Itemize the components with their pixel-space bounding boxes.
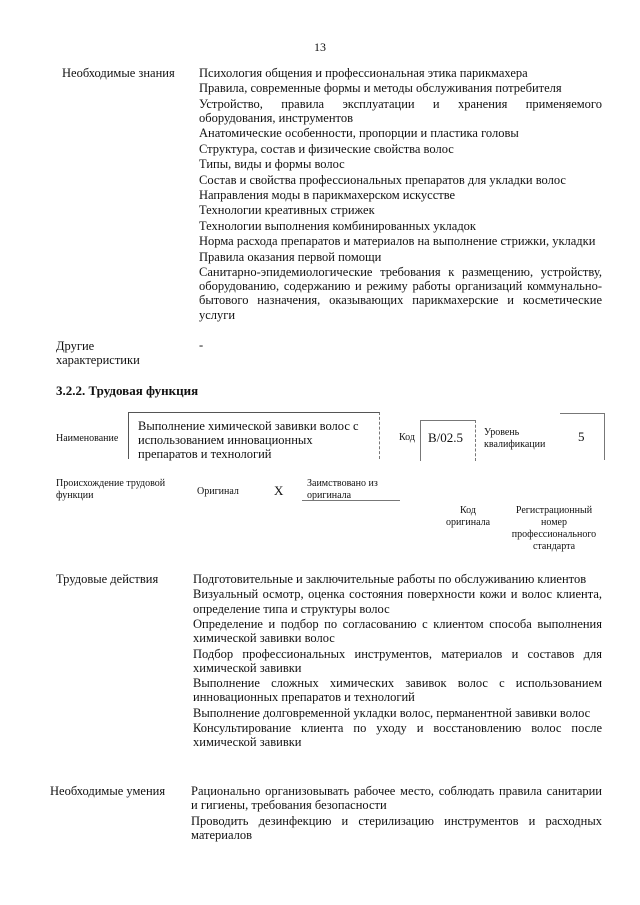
- list-item: Правила, современные формы и методы обслуживания потребителя: [199, 81, 562, 96]
- reg-number-label: Регистрационный номер профессионального стандарта: [511, 505, 597, 552]
- knowledge-list: [199, 66, 602, 323]
- other-value: -: [199, 338, 204, 352]
- original-mark: X: [274, 483, 284, 498]
- list-item: Проводить дезинфекцию и стерилизацию инструментов и расходных материалов: [191, 813, 602, 842]
- knowledge-label: Необходимые знания: [62, 66, 175, 80]
- list-item: Направления моды в парикмахерском искусстве: [199, 187, 456, 202]
- list-item: Норма расхода препаратов и материалов на выполнение стрижки, укладки: [199, 234, 596, 249]
- list-item: Подбор профессиональных инструментов, материалов и составов для химической завивки: [193, 646, 602, 675]
- skills-label: Необходимые умения: [50, 784, 166, 798]
- list-item: Состав и свойства профессиональных препаратов для укладки волос: [199, 172, 566, 187]
- level-value: 5: [578, 429, 585, 444]
- code-original-label: Код оригинала: [445, 505, 491, 528]
- list-item: Визуальный осмотр, оценка состояния поверхности кожи и волос клиента, определение типа и структуры волос: [193, 587, 602, 616]
- level-label-line2: квалификации: [484, 439, 546, 450]
- name-label: Наименование: [56, 433, 119, 444]
- list-item: Выполнение долговременной укладки волос, перманентной завивки волос: [193, 705, 591, 720]
- original-label: Оригинал: [197, 486, 239, 497]
- level-label: [484, 427, 545, 451]
- list-item: Определение и подбор по согласованию с клиентом способа выполнения химической завивки волос: [193, 616, 602, 646]
- list-item: Технологии выполнения комбинированных укладок: [199, 218, 477, 233]
- code-value: B/02.5: [428, 430, 464, 445]
- section-heading: 3.2.2. Трудовая функция: [56, 383, 199, 398]
- other-label-line2: характеристики: [56, 353, 140, 367]
- list-item: Рационально организовывать рабочее место, соблюдать правила санитарии и гигиены, требования безопасности: [191, 784, 602, 813]
- list-item: Типы, виды и формы волос: [199, 157, 345, 172]
- list-item: Правила оказания первой помощи: [199, 249, 382, 264]
- list-item: Анатомические особенности, пропорции и пластика головы: [199, 126, 519, 141]
- skills-list: [191, 784, 602, 843]
- list-item: Психология общения и профессиональная этика парикмахера: [199, 66, 528, 80]
- other-label-line1: Другие: [56, 339, 95, 353]
- list-item: Санитарно-эпидемиологические требования к размещению, устройству, оборудованию, содержанию и режиму работы организаций коммунально-бытового назначения, оказывающих парикмахерские и косметические услуги: [199, 264, 602, 322]
- list-item: Устройство, правила эксплуатации и хранения применяемого оборудования, инструментов: [199, 96, 602, 125]
- function-name: Выполнение химической завивки волос с использованием инновационных препаратов и технологий: [138, 419, 359, 461]
- origin-rule: [302, 500, 400, 502]
- list-item: Структура, состав и физические свойства волос: [199, 141, 454, 156]
- page-number: 13: [314, 40, 326, 54]
- other-label: [56, 339, 140, 367]
- origin-label: Происхождение трудовой функции: [56, 478, 166, 501]
- code-label: Код: [399, 432, 415, 443]
- level-label-line1: Уровень: [484, 427, 520, 438]
- list-item: Технологии креативных стрижек: [199, 203, 375, 218]
- borrowed-label: Заимствовано из оригинала: [307, 478, 378, 501]
- actions-list: [193, 572, 602, 751]
- list-item: Подготовительные и заключительные работы по обслуживанию клиентов: [193, 572, 587, 586]
- list-item: Выполнение сложных химических завивок волос с использованием инновационных препаратов и технологий: [193, 676, 602, 705]
- actions-label: Трудовые действия: [56, 572, 159, 586]
- list-item: Консультирование клиента по уходу и восстановлению волос после химической завивки: [193, 721, 602, 750]
